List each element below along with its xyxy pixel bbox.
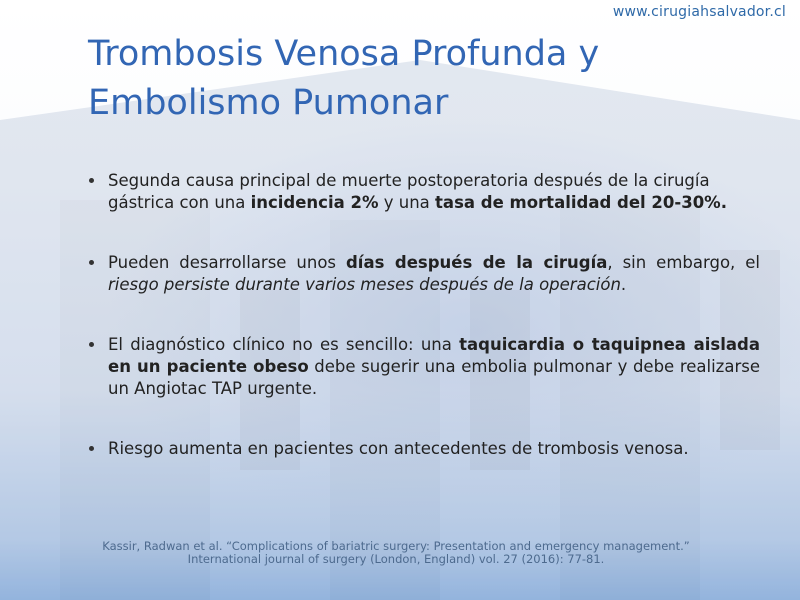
bullet-text: Riesgo aumenta en pacientes con antecedentes de trombosis venosa. — [108, 439, 689, 458]
bullet-item — [88, 438, 760, 460]
title-line-2: Embolismo Pumonar — [88, 83, 449, 123]
bullet-text: El diagnóstico clínico no es sencillo: una — [108, 335, 460, 354]
bullet-item — [88, 170, 760, 214]
slide-title — [88, 30, 768, 128]
title-line-1: Trombosis Venosa Profunda y — [88, 34, 600, 74]
bullet-bold-text: tasa de mortalidad del 20-30%. — [435, 193, 727, 212]
bullet-italic-text: riesgo persiste durante varios meses después de la operación — [108, 275, 621, 294]
bullet-text: Pueden desarrollarse unos — [108, 253, 346, 272]
bullet-text: y una — [378, 193, 436, 212]
bullet-item — [88, 252, 760, 296]
citation — [60, 540, 732, 566]
bullet-text: . — [620, 275, 627, 294]
bullet-bold-text: taquicardia o taquipnea aislada en un paciente obeso — [108, 335, 760, 376]
site-url-watermark: www.cirugiahsalvador.cl — [612, 4, 786, 20]
bullet-item — [88, 334, 760, 400]
bullet-text: debe sugerir una embolia pulmonar y debe realizarse un Angiotac TAP urgente. — [108, 357, 760, 398]
citation-line-2: International journal of surgery (London, England) vol. 27 (2016): 77-81. — [187, 552, 605, 566]
bullet-list — [88, 170, 760, 460]
bullet-bold-text: días después de la cirugía — [346, 253, 608, 272]
citation-line-1: Kassir, Radwan et al. “Complications of bariatric surgery: Presentation and emergency management.” — [102, 539, 690, 553]
bullet-text: , sin embargo, el — [607, 253, 760, 272]
bullet-bold-text: incidencia 2% — [250, 193, 379, 212]
bullet-text: Segunda causa principal de muerte postoperatoria después de la cirugía gástrica con una — [108, 171, 710, 212]
